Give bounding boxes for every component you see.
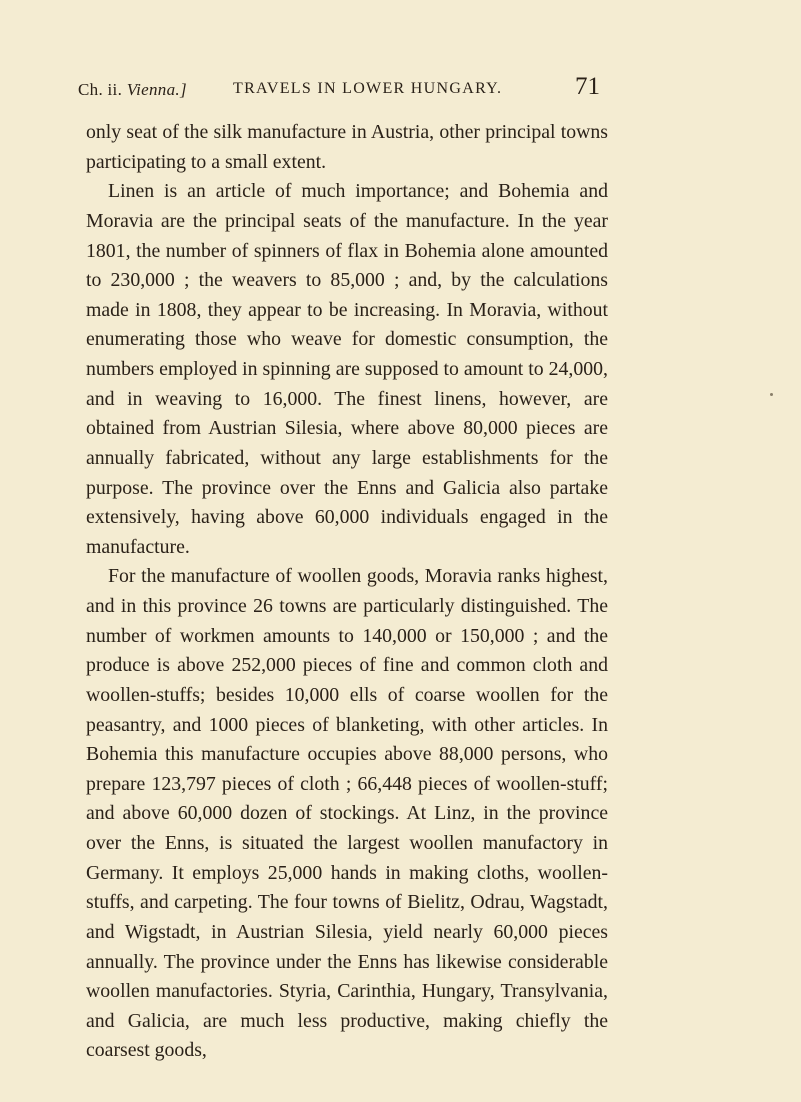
page-blemish	[770, 393, 773, 396]
chapter-place: Vienna.]	[126, 80, 187, 99]
page-number: 71	[575, 73, 600, 100]
running-head	[78, 74, 600, 102]
body-text	[86, 118, 608, 1066]
chapter-number: Ch. ii.	[78, 80, 123, 99]
paragraph-woollen: For the manufacture of woollen goods, Moravia ranks highest, and in this province 26 towns are particularly distinguished. The number of workmen amounts to 140,000 or 150,000 ; and the produce is above 252,000 pieces of fine and common cloth and woollen-stuffs; besides 10,000 ells of coarse woollen for the peasantry, and 1000 pieces of blanketing, with other articles. In Bohemia this manufacture occupies above 88,000 persons, who prepare 123,797 pieces of cloth ; 66,448 pieces of woollen-stuff; and above 60,000 dozen of stockings. At Linz, in the province over the Enns, is situated the largest woollen manufactory in Germany. It employs 25,000 hands in making cloths, woollen-stuffs, and carpeting. The four towns of Bielitz, Odrau, Wagstadt, and Wigstadt, in Austrian Silesia, yield nearly 60,000 pieces annually. The province under the Enns has likewise considerable woollen manufactories. Styria, Carinthia, Hungary, Transylvania, and Galicia, are much less productive, making chiefly the coarsest goods,	[86, 565, 608, 1062]
chapter-reference	[78, 80, 187, 100]
running-title: TRAVELS IN LOWER HUNGARY.	[233, 80, 503, 97]
paragraph-continued: only seat of the silk manufacture in Austria, other principal towns participating to a small extent.	[86, 121, 608, 173]
paragraph-linen: Linen is an article of much importance; and Bohemia and Moravia are the principal seats of the manufacture. In the year 1801, the number of spinners of flax in Bohemia alone amounted to 230,000 ; the weavers to 85,000 ; and, by the calculations made in 1808, they appear to be increasing. In Moravia, without enumerating those who weave for domestic consumption, the numbers employed in spinning are supposed to amount to 24,000, and in weaving to 16,000. The finest linens, however, are obtained from Austrian Silesia, where above 80,000 pieces are annually fabricated, without any large establishments for the purpose. The province over the Enns and Galicia also partake extensively, having above 60,000 individuals engaged in the manufacture.	[86, 180, 608, 558]
